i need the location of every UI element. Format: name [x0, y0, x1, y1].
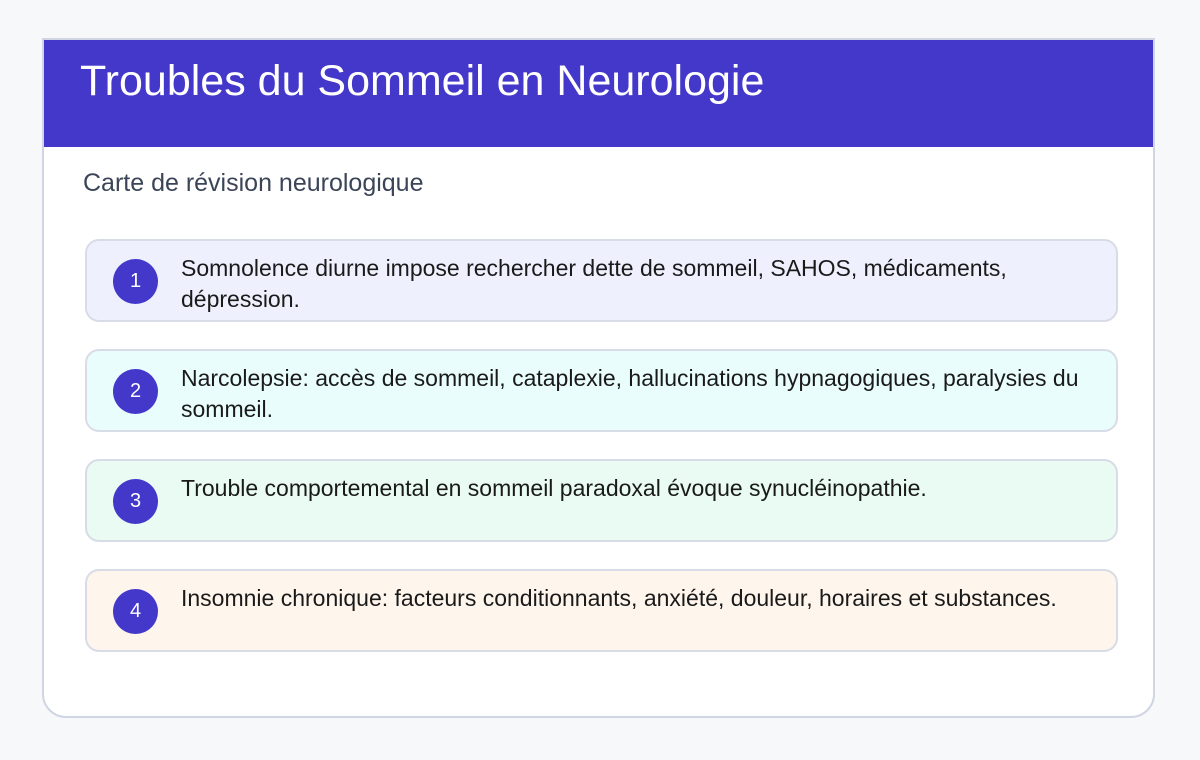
card-subtitle: Carte de révision neurologique — [83, 169, 424, 197]
item-number-badge: 3 — [113, 479, 158, 524]
item-number-badge: 2 — [113, 369, 158, 414]
list-item — [85, 459, 1118, 542]
key-points-list — [85, 239, 1118, 679]
item-text: Somnolence diurne impose rechercher dette de sommeil, SAHOS, médicaments, dépression. — [181, 255, 1007, 312]
card-title: Troubles du Sommeil en Neurologie — [80, 57, 765, 105]
item-number-badge: 1 — [113, 259, 158, 304]
list-item — [85, 239, 1118, 322]
item-text: Insomnie chronique: facteurs conditionnants, anxiété, douleur, horaires et substances. — [181, 585, 1057, 611]
list-item — [85, 569, 1118, 652]
card-header — [42, 38, 1155, 147]
item-number-badge: 4 — [113, 589, 158, 634]
item-text: Narcolepsie: accès de sommeil, cataplexie, hallucinations hypnagogiques, paralysies du sommeil. — [181, 365, 1079, 422]
revision-card — [42, 38, 1155, 718]
list-item — [85, 349, 1118, 432]
item-text: Trouble comportemental en sommeil paradoxal évoque synucléinopathie. — [181, 475, 927, 501]
